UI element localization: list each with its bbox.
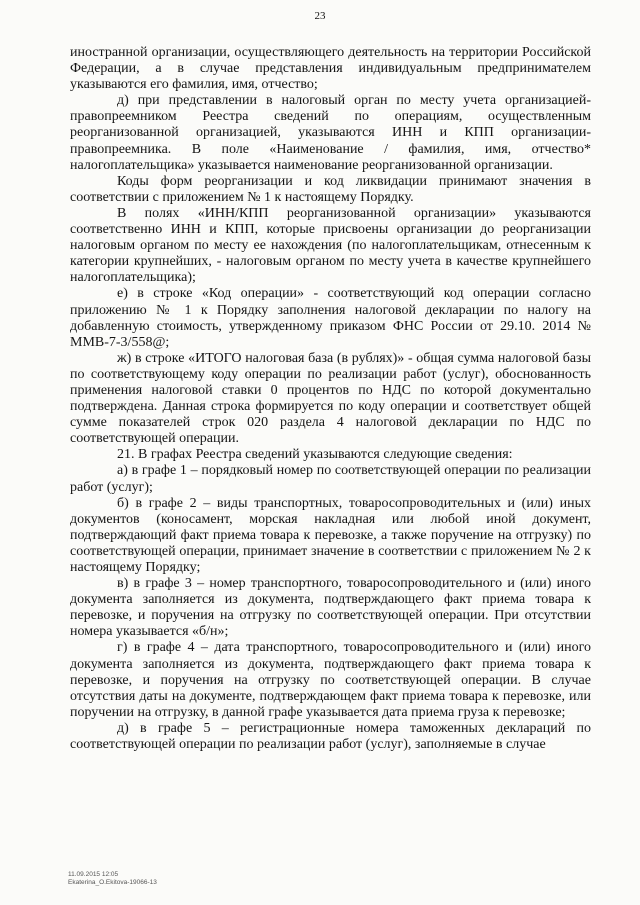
paragraph-reorganization-codes: Коды форм реорганизации и код ликвидации принимают значения в соответствии с приложением № 1 к настоящему Порядку. <box>70 173 591 205</box>
paragraph-foreign-org-name: иностранной организации, осуществляющего деятельность на территории Российской Федерации, а в случае представления индивидуальным предпринимателем указываются его фамилия, имя, отчество; <box>70 45 591 93</box>
paragraph-column-5: д) в графе 5 – регистрационные номера таможенных деклараций по соответствующей операции по реализации работ (услуг), заполняемые в случае <box>70 720 591 753</box>
paragraph-item-zh-total-base: ж) в строке «ИТОГО налоговая база (в рублях)» - общая сумма налоговой базы по соответствующему коду операции по реализации работ (услуг), обоснованность применения налоговой ставки 0 процентов по НДС по которой документально подтверждена. Данная строка формируется по коду операции и соответствует общей сумме показателей строк 020 раздела 4 налоговой декларации по НДС по соответствующей операции. <box>70 350 591 447</box>
document-body <box>70 45 591 753</box>
footer-timestamp: 11.09.2015 12:05 <box>68 871 119 878</box>
paragraph-item-d-successor: д) при представлении в налоговый орган по месту учета организацией-правопреемником Реестра сведений по операциям, осуществленным реорганизованной организацией, указываются ИНН и КПП организации-правопреемника. В поле «Наименование / фамилия, имя, отчество* налогоплательщика» указывается наименование реорганизованной организации. <box>70 93 591 173</box>
footer-file-path: Ekaterina_O.Ekitova-19066-13 <box>68 879 157 886</box>
print-footer <box>68 871 157 887</box>
paragraph-column-1: а) в графе 1 – порядковый номер по соответствующей операции по реализации работ (услуг); <box>70 463 591 495</box>
paragraph-item-e-operation-code: е) в строке «Код операции» - соответствующий код операции согласно приложению № 1 к Порядку заполнения налоговой декларации по налогу на добавленную стоимость, утвержденному приказом ФНС России от 29.10. 2014 № ММВ-7-3/558@; <box>70 286 591 350</box>
page-number: 23 <box>314 10 326 22</box>
paragraph-column-3: в) в графе 3 – номер транспортного, товаросопроводительного и (или) иного документа заполняется из документа, подтверждающего факт приема товара к перевозке, и поручения на отгрузку по соответствующей операции. При отсутствии номера указывается «б/н»; <box>70 576 591 640</box>
paragraph-inn-kpp-fields: В полях «ИНН/КПП реорганизованной организации» указываются соответственно ИНН и КПП, которые присвоены организации до реорганизации налоговым органом по месту ее нахождения (по налогоплательщикам, отнесенным к категории крупнейших, - налоговым органом по месту учета в качестве крупнейшего налогоплательщика); <box>70 205 591 286</box>
paragraph-section-21: 21. В графах Реестра сведений указываются следующие сведения: <box>117 447 513 463</box>
paragraph-column-2: б) в графе 2 – виды транспортных, товаросопроводительных и (или) иных документов (коносамент, морская накладная или любой иной документ, подтверждающий факт приема товара к перевозке, а также поручение на отгрузку) по соответствующей операции, принимает значение в соответствии с приложением № 2 к настоящему Порядку; <box>70 495 591 575</box>
paragraph-column-4: г) в графе 4 – дата транспортного, товаросопроводительного и (или) иного документа заполняется из документа, подтверждающего факт приема товара к перевозке, и поручения на отгрузку по соответствующей операции. В случае отсутствия даты на документе, подтверждающем факт приема товара к перевозке, или поручении на отгрузку, в данной графе указывается дата приема груза к перевозке; <box>70 640 591 720</box>
